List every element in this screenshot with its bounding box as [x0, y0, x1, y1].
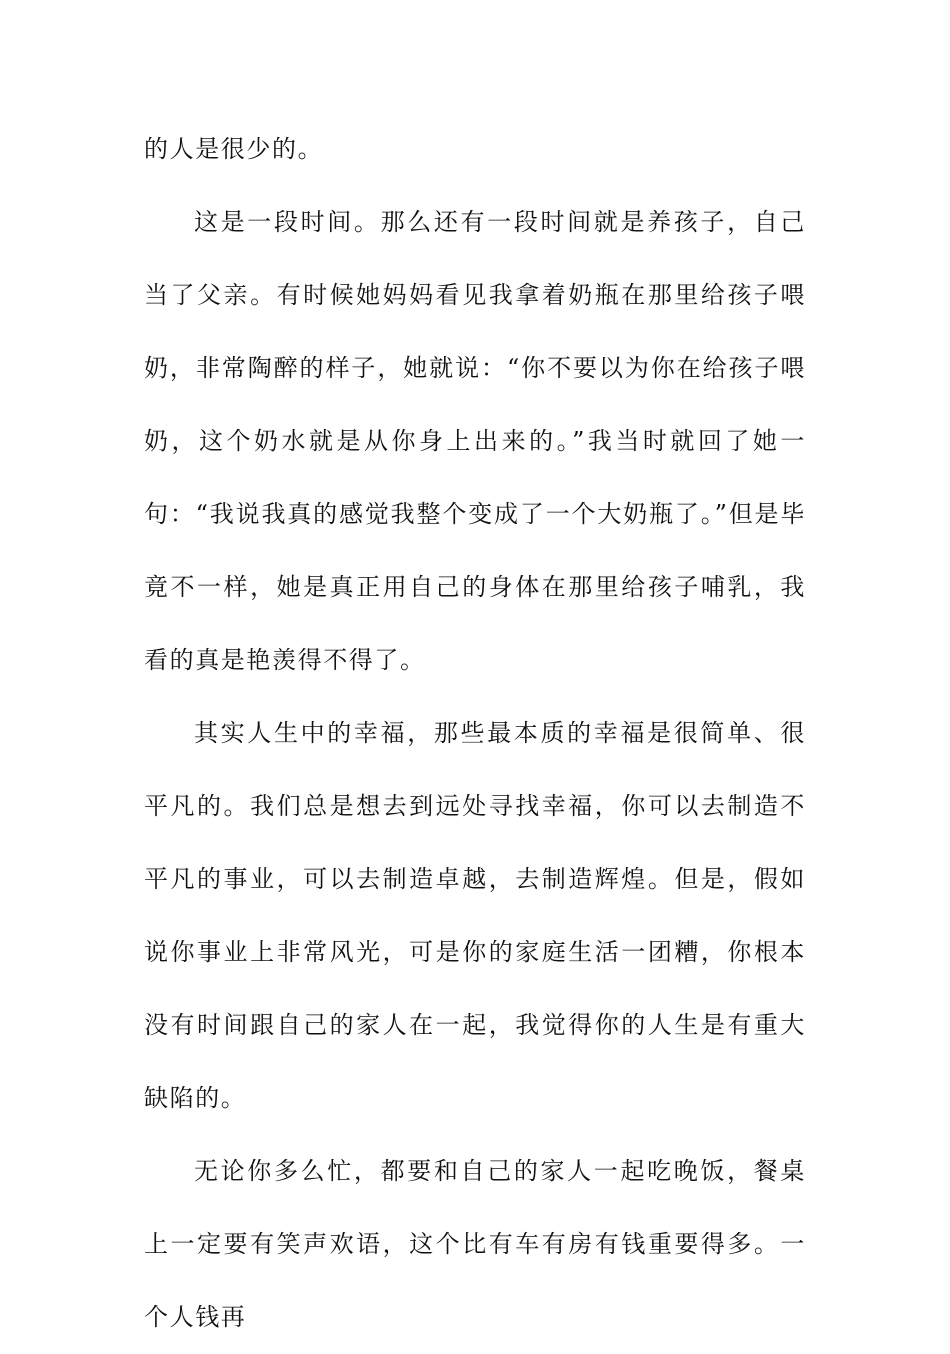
paragraph: 其实人生中的幸福，那些最本质的幸福是很简单、很平凡的。我们总是想去到远处寻找幸福，你可以去制造不平凡的事业，可以去制造卓越，去制造辉煌。但是，假如说你事业上非常风光，可是你的家庭生活一团糟，你根本没有时间跟自己的家人在一起，我觉得你的人生是有重大缺陷的。: [144, 719, 806, 1112]
paragraph: 这是一段时间。那么还有一段时间就是养孩子，自己当了父亲。有时候她妈妈看见我拿着奶瓶在那里给孩子喂奶，非常陶醉的样子，她就说：“你不要以为你在给孩子喂奶，这个奶水就是从你身上出来的。”我当时就回了她一句：“我说我真的感觉我整个变成了一个大奶瓶了。”但是毕竟不一样，她是真正用自己的身体在那里给孩子哺乳，我看的真是艳羡得不得了。: [144, 208, 806, 674]
paragraph-continuation: 的人是很少的。: [144, 135, 324, 163]
document-body: [144, 113, 806, 1354]
paragraph: 无论你多么忙，都要和自己的家人一起吃晚饭，餐桌上一定要有笑声欢语，这个比有车有房有钱重要得多。一个人钱再: [144, 1157, 806, 1331]
